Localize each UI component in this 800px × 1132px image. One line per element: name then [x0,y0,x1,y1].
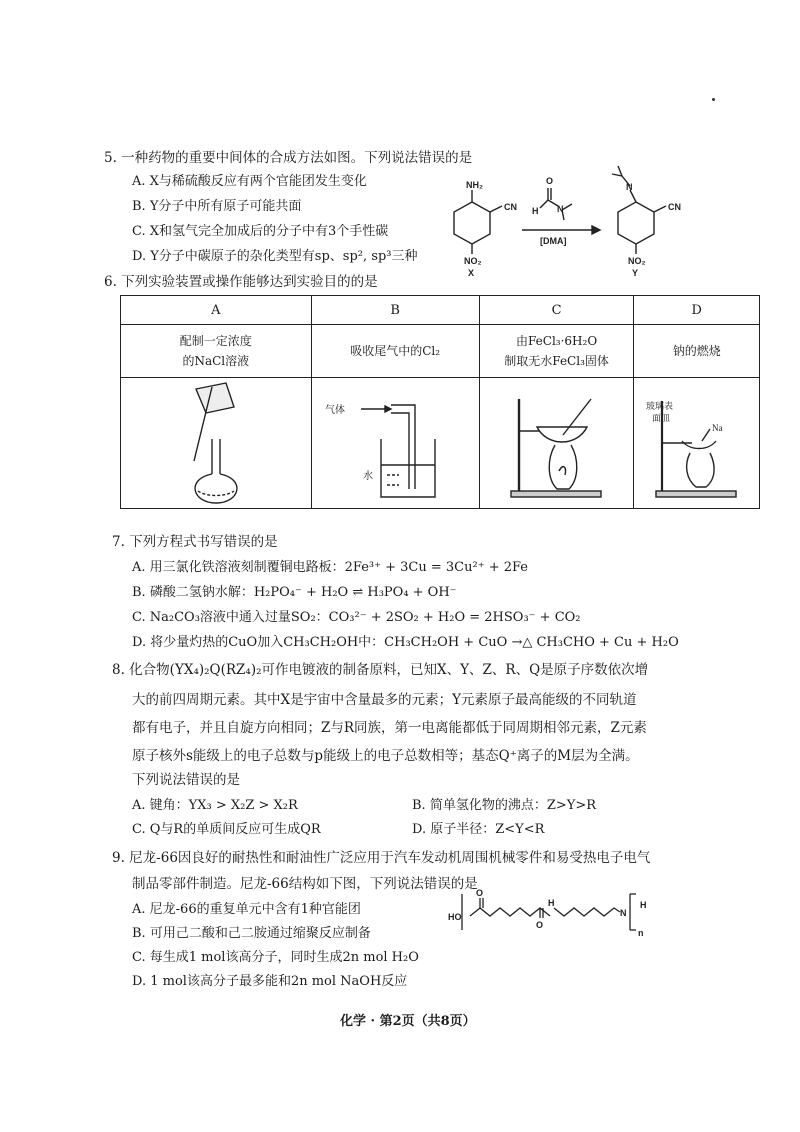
q6-experiment-table [120,295,760,509]
reagent-h-label: H [532,206,539,216]
watch-glass-label-1: 玻璃表 [645,400,673,411]
evaporating-dish-stand-icon [497,379,617,505]
q9-line-1: 9. 尼龙-66因良好的耐热性和耐油性广泛应用于汽车发动机周围机械零件和易受热电子电气 [112,850,651,866]
q6-apparatus-c [479,378,634,509]
sodium-label: Na [711,422,723,433]
q5-reaction-scheme [440,162,700,282]
q8-option-b: B. 简单氢化物的沸点：Z>Y>R [412,798,597,813]
y-n-label: N [626,182,633,192]
y-benzene-ring [618,202,654,244]
q7-option-b: B. 磷酸二氢钠水解：H₂PO₄⁻ + H₂O ⇌ H₃PO₄ + OH⁻ [132,585,457,600]
y-cn-label: CN [668,202,681,212]
q6-desc-d-line1: 钠的燃烧 [672,344,721,358]
q6-apparatus-a [121,378,312,509]
q8-line-1: 8. 化合物(YX₄)₂Q(RZ₄)₂可作电镀液的制备原料，已知X、Y、Z、R、Q是原子序数依次增 [112,662,649,678]
q9-option-d: D. 1 mol该高分子最多能和2n mol NaOH反应 [132,974,408,989]
q6-desc-b [311,325,479,378]
reaction-condition: [DMA] [540,236,567,246]
nylon-o2-label: O [536,920,544,930]
page-footer: 化学 · 第2页（共8页） [340,1014,476,1029]
q6-apparatus-d [634,378,760,509]
x-benzene-ring [454,202,490,244]
q8-option-c: C. Q与R的单质间反应可生成QR [132,822,321,837]
q7-option-c: C. Na₂CO₃溶液中通入过量SO₂：CO₃²⁻ + 2SO₂ + H₂O = 2HSO₃⁻ + CO₂ [132,610,581,625]
nylon-o1-label: O [476,888,484,898]
x-compound-label: X [468,268,475,278]
q6-stem: 6. 下列实验装置或操作能够达到实验目的的是 [104,274,378,290]
nylon-terminal-h-label: H [640,900,647,910]
reagent-o-label: O [546,176,554,186]
y-no2-label: NO₂ [628,256,646,266]
nylon-n-subscript: n [638,928,644,938]
q5-option-c: C. X和氢气完全加成后的分子中有3个手性碳 [132,224,389,239]
q6-apparatus-b [311,378,479,509]
q6-header-b: B [311,296,479,325]
q5-option-a: A. X与稀硫酸反应有两个官能团发生变化 [132,174,367,189]
q8-line-5: 下列说法错误的是 [132,772,240,788]
sodium-combustion-apparatus-icon [642,379,752,505]
nylon-ho-label: HO [448,912,462,922]
q6-header-d: D [634,296,760,325]
q8-line-3: 都有电子，并且自旋方向相同；Z与R同族，第一电离能都低于同周期相邻元素，Z元素 [132,720,647,736]
q8-line-2: 大的前四周期元素。其中X是宇宙中含量最多的元素；Y元素原子最高能级的不同轨道 [132,692,637,708]
reagent-n-label: N [557,204,564,214]
q9-line-2: 制品零部件制造。尼龙-66结构如下图，下列说法错误的是 [132,876,478,892]
gas-label: 气体 [325,404,346,416]
q5-option-b: B. Y分子中所有原子可能共面 [132,199,302,214]
y-compound-label: Y [632,268,639,278]
watch-glass-label-2: 面皿 [651,412,670,423]
q6-desc-d [634,325,760,378]
x-nh2-label: NH₂ [466,180,483,190]
q6-desc-a-line2: 的NaCl溶液 [182,354,250,368]
q7-option-d: D. 将少量灼热的CuO加入CH₃CH₂OH中：CH₃CH₂OH + CuO →△ CH₃CHO + Cu + H₂O [132,635,679,650]
q7-stem: 7. 下列方程式书写错误的是 [112,534,278,550]
x-no2-label: NO₂ [464,256,482,266]
q6-desc-a-line1: 配制一定浓度 [179,334,252,348]
q9-option-c: C. 每生成1 mol该高分子，同时生成2n mol H₂O [132,950,419,965]
q7-option-a: A. 用三氯化铁溶液刻制覆铜电路板：2Fe³⁺ + 3Cu = 3Cu²⁺ + 2Fe [132,560,528,575]
q6-desc-c-line2: 制取无水FeCl₃固体 [504,354,609,368]
volumetric-flask-icon [156,379,276,505]
q5-stem: 5. 一种药物的重要中间体的合成方法如图。下列说法错误的是 [104,150,473,166]
q8-option-a: A. 键角：YX₃ > X₂Z > X₂R [132,798,298,813]
q6-desc-b-line1: 吸收尾气中的Cl₂ [350,344,441,358]
q6-header-a: A [121,296,312,325]
nylon66-structure [448,886,678,946]
water-label: 水 [363,470,374,482]
x-cn-label: CN [504,202,517,212]
q8-option-d: D. 原子半径：Z<Y<R [412,822,545,837]
scan-speck [712,98,715,101]
nylon-terminal-n-label: N [620,908,627,918]
q9-option-b: B. 可用己二酸和己二胺通过缩聚反应制备 [132,926,371,941]
q6-desc-a [121,325,312,378]
nylon-amide-nh-label: H [548,898,555,908]
q6-desc-c [479,325,634,378]
q6-desc-c-line1: 由FeCl₃·6H₂O [516,334,598,348]
q8-line-4: 原子核外s能级上的电子总数与p能级上的电子总数相等；基态Q⁺离子的M层为全满。 [132,748,639,764]
q9-option-a: A. 尼龙-66的重复单元中含有1种官能团 [132,902,361,917]
gas-absorption-beaker-icon [325,379,465,505]
q5-option-d: D. Y分子中碳原子的杂化类型有sp、sp², sp³三种 [132,249,418,264]
q6-header-c: C [479,296,634,325]
